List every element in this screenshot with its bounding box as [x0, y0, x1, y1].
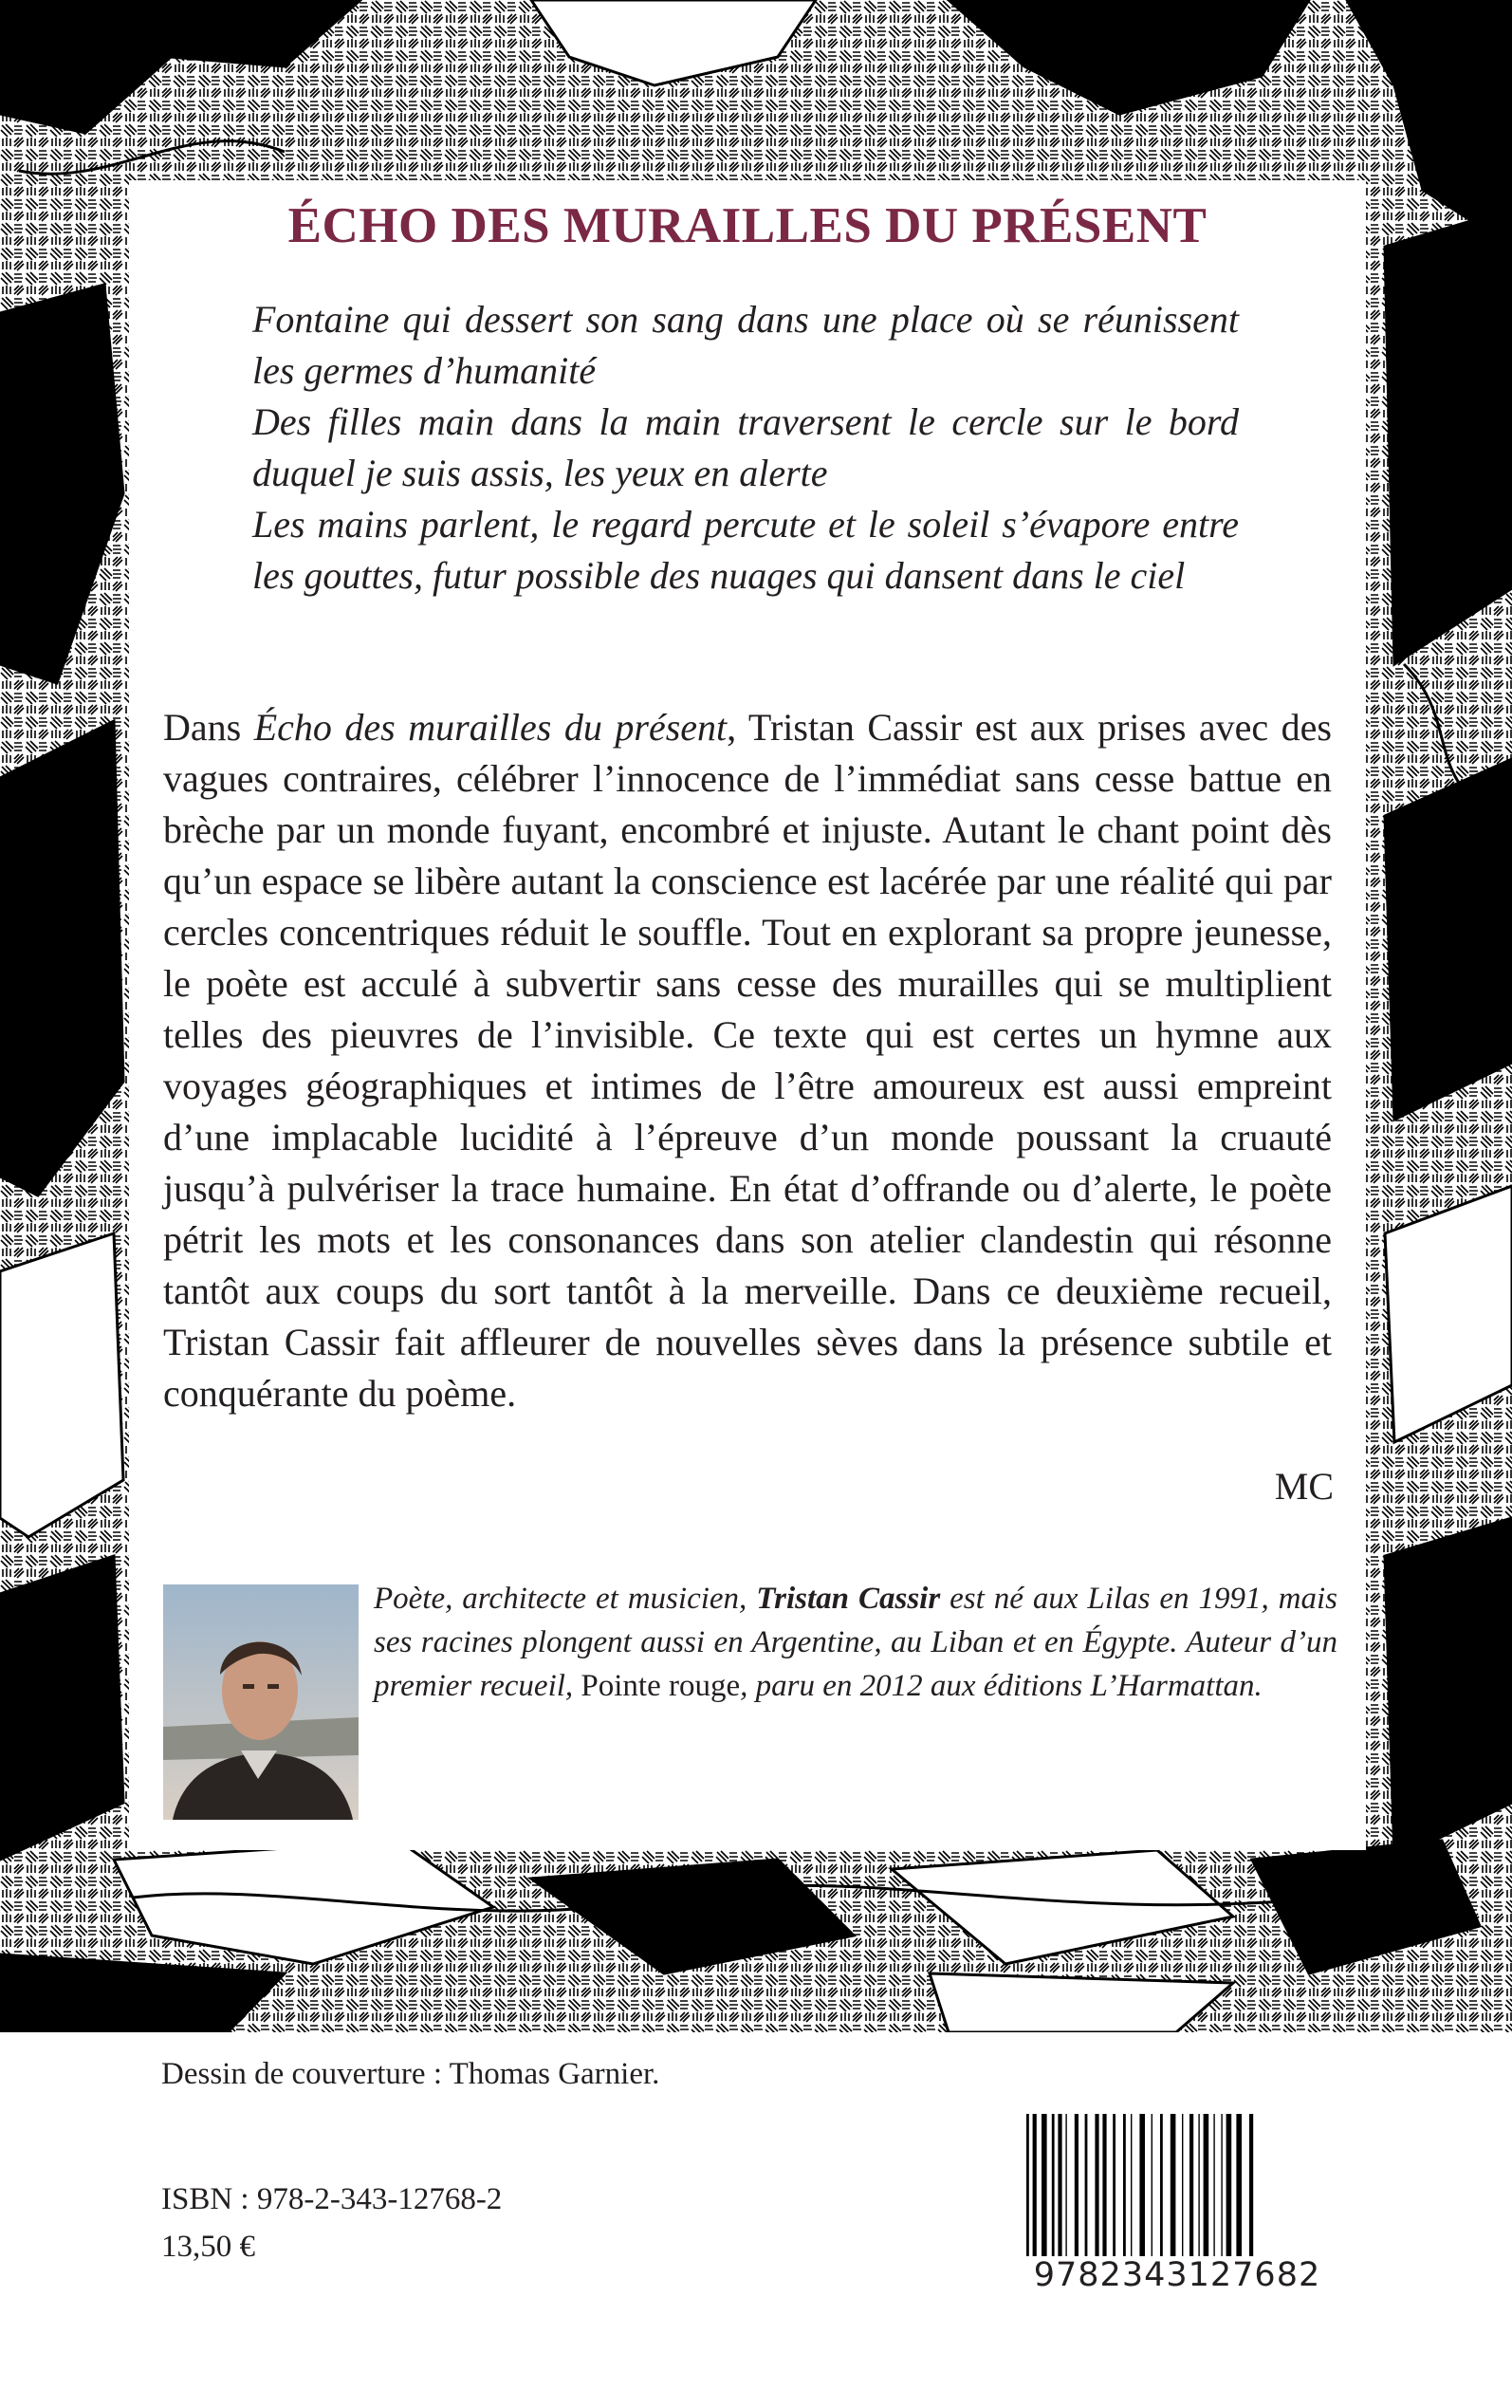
barcode-bar — [1113, 2114, 1116, 2256]
text-panel — [129, 180, 1366, 1850]
barcode-bar — [1085, 2114, 1088, 2256]
barcode-bar — [1160, 2114, 1163, 2256]
barcode-bar — [1042, 2114, 1047, 2256]
poem-line: Les mains parlent, le regard percute et le soleil s’évapore entre les gouttes, futur possible des nuages qui dansent dans le ciel — [252, 503, 1239, 597]
author-photo — [163, 1584, 359, 1820]
bio-text: , paru en 2012 aux éditions L’Harmattan. — [740, 1669, 1263, 1703]
blurb-paragraph — [163, 702, 1332, 1419]
bio-first-book: Pointe rouge — [581, 1669, 741, 1703]
barcode-bar — [1171, 2114, 1176, 2256]
author-bio — [374, 1577, 1337, 1708]
barcode-bar — [1213, 2114, 1214, 2256]
blurb — [163, 702, 1332, 1419]
barcode-digits: 9782343127682 — [1033, 2256, 1321, 2294]
barcode-bar — [1095, 2114, 1098, 2256]
barcode-bar — [1221, 2114, 1222, 2256]
barcode-bar — [1052, 2114, 1055, 2256]
barcode-bar — [1131, 2114, 1132, 2256]
barcode-bar — [1139, 2114, 1145, 2256]
barcode-bar — [1058, 2114, 1061, 2256]
barcode-bar — [1249, 2114, 1253, 2256]
blurb-book-title: Écho des murailles du présent — [253, 706, 728, 749]
barcode-bar — [1102, 2114, 1106, 2256]
barcode-bar — [1065, 2114, 1066, 2256]
barcode-bar — [1198, 2114, 1199, 2256]
barcode-bar — [1226, 2114, 1232, 2256]
poem-line: Fontaine qui dessert son sang dans une place où se réunissent les germes d’humanité — [252, 298, 1239, 392]
price: 13,50 € — [161, 2230, 255, 2264]
bio-text: Poète, architecte et musicien, — [374, 1582, 757, 1616]
barcode-bar — [1204, 2114, 1209, 2256]
barcode-bar — [1075, 2114, 1079, 2256]
barcode — [1021, 2114, 1334, 2300]
barcode-bar — [1182, 2114, 1183, 2256]
book-title: ÉCHO DES MURAILLES DU PRÉSENT — [287, 198, 1208, 253]
bio-author-name: Tristan Cassir — [756, 1582, 941, 1616]
barcode-bar — [1033, 2114, 1037, 2256]
blurb-signature: MC — [1274, 1465, 1334, 1508]
poem-line: Des filles main dans la main traversent le cercle sur le bord duquel je suis assis, les yeux en alerte — [252, 400, 1239, 494]
barcode-bar — [1236, 2114, 1242, 2256]
blurb-text: , Tristan Cassir est aux prises avec des vagues contraires, célébrer l’innocence de l’immédiat sans cesse battue en brèche par un monde fuyant, encombré et injuste. Autant le chant point dès qu’un espace se libère autant la conscience est lacérée par une réalité qui par cercles concentriques réduit le souffle. Tout en explorant sa propre jeunesse, le poète est acculé à subvertir sans cesse des murailles qui se multiplient telles des pieuvres de l’invisible. Ce texte qui est certes un hymne aux voyages géographiques et intimes de l’être amoureux est aussi empreint d’une implacable lucidité à l’épreuve d’un monde poussant la cruauté jusqu’à pulvériser la trace humaine. En état d’offrande ou d’alerte, le poète pétrit les mots et les consonances dans son atelier clandestin qui résonne tantôt aux coups du sort tantôt à la merveille. Dans ce deuxième recueil, Tristan Cassir fait affleurer de nouvelles sèves dans la présence subtile et conquérante du poème. — [163, 706, 1332, 1415]
barcode-bar — [1189, 2114, 1193, 2256]
cover-credit: Dessin de couverture : Thomas Garnier. — [161, 2057, 660, 2091]
blurb-lead: Dans — [163, 706, 254, 749]
isbn: ISBN : 978-2-343-12768-2 — [161, 2182, 503, 2216]
barcode-bar — [1026, 2114, 1029, 2256]
bio-text: est né aux Lilas en 1991, mais ses racines plongent aussi en Argentine, au Liban et en Égypte. Auteur d’un premier recueil, — [374, 1582, 1338, 1703]
barcode-bars — [1021, 2114, 1334, 2256]
barcode-bar — [1123, 2114, 1126, 2256]
poem-excerpt — [252, 294, 1239, 602]
